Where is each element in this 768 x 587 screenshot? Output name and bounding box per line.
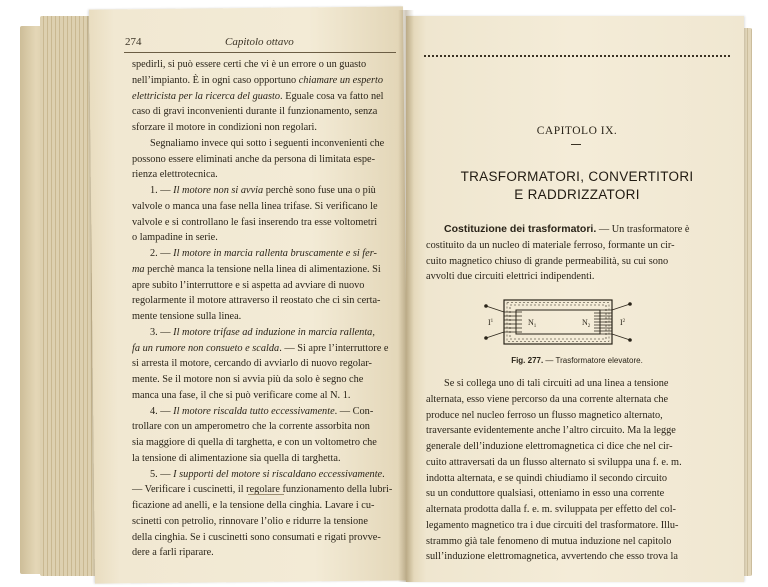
text-line: sia maggiore di quella di targhetta, e con un voltometro che	[132, 437, 377, 448]
text-line: 1. — Il motore non si avvia perchè sono fuse una o più	[150, 185, 376, 196]
text-line: su un conduttore qualsiasi, otteniamo in esso una corrente	[426, 488, 665, 500]
text-line: scinetti con petrolio, rinnovare l’olio e ridurre la tensione	[132, 515, 368, 527]
text-line: trollare con un amperometro che la corrente assorbita non	[132, 421, 370, 433]
figure-caption-text: — Trasformatore elevatore.	[543, 356, 643, 365]
terminal-lead	[612, 334, 630, 340]
text-line: 2. — Il motore in marcia rallenta bruscamente e si fer-	[150, 248, 377, 259]
text-line: Costituzione dei trasformatori. — Un trasformatore è	[444, 223, 690, 235]
text-line: della cinghia. Se i cuscinetti sono consumati e rigati provve-	[132, 531, 381, 543]
text-line: ficazione ad anelli, e la tensione della cinghia. Lavare i cu-	[132, 500, 375, 511]
text-line: ma perchè manca la tensione nella linea di alimentazione. Si	[132, 263, 381, 275]
text-line: 4. — Il motore riscalda tutto eccessivamente. — Con-	[150, 405, 374, 417]
text-line: costituito da un nucleo di materiale ferroso, formante un cir-	[426, 239, 675, 251]
section-end-rule	[248, 494, 284, 495]
primary-winding	[504, 312, 522, 332]
text-line: rienza elettrotecnica.	[132, 169, 218, 181]
text-line: fa un rumore non consueto e scalda. — Si apre l’interruttore e	[132, 342, 389, 354]
terminal-lead	[486, 306, 504, 312]
text-line: caso di gravi inconvenienti durante il funzionamento, senza	[132, 106, 378, 118]
header-rule	[124, 52, 396, 53]
text-line: valvole o manca una fase nella linea trifase. Si verificano le	[132, 200, 378, 212]
text-line: 3. — Il motore trifase ad induzione in marcia rallenta,	[150, 326, 375, 338]
text-line: alternata, esso viene percorso da una corrente alternata che	[426, 393, 669, 405]
text-line: sull’induzione elettromagnetica, avvertendo che esso trova la	[426, 551, 678, 563]
text-line: produce nel nucleo ferroso un flusso magnetico alternato,	[426, 409, 663, 421]
terminal	[484, 336, 488, 340]
text-line: apre subito l’interruttore e si aspetta ad avviare di nuovo	[132, 279, 365, 291]
text-line: indotta alternata, e se quindi chiudiamo il secondo circuito	[426, 472, 668, 484]
text-line: regolarmente il motore attraverso il reostato che ci sin certa-	[132, 295, 381, 307]
chapter-title	[424, 168, 730, 204]
text-line: dere a farli riparare.	[132, 547, 214, 559]
text-line: possono essere eliminati anche da persona di limitata espe-	[132, 153, 376, 165]
running-title: Capitolo ottavo	[225, 36, 294, 48]
text-line: generale dell’induzione elettromagnetica ci dice che nel cir-	[426, 441, 673, 452]
text-line: legamento magnetico tra i due circuiti del trasformatore. Illu-	[426, 519, 679, 531]
chapter-label: CAPITOLO IX.	[536, 125, 618, 137]
text-line: 5. — I supporti del motore si riscaldano eccessivamente.	[150, 468, 385, 480]
text-line: la tensione di alimentazione sia quella di targhetta.	[132, 452, 341, 464]
secondary-winding	[594, 310, 612, 334]
right-body-text	[426, 376, 728, 565]
page-number: 274	[125, 36, 142, 48]
transformer-diagram	[482, 294, 634, 350]
text-line: Segnaliamo invece qui sotto i seguenti inconvenienti che	[150, 137, 385, 149]
text-line: avvolti due circuiti elettrici indipendenti.	[426, 271, 595, 283]
text-line: sforzare il motore in condizioni non regolari.	[132, 122, 317, 133]
terminal-lead	[486, 332, 504, 338]
chapter-dash	[571, 144, 581, 145]
section-heading: Costituzione dei trasformatori.	[444, 223, 597, 235]
left-body-text	[132, 57, 398, 561]
text-line: traversante evidentemente anche l’altro circuito. Ma la legge	[426, 425, 676, 437]
terminal	[628, 302, 632, 306]
section-intro-text	[426, 222, 728, 285]
magnetic-flux-line	[507, 303, 609, 342]
text-line: strammo già tale fenomeno di mutua induzione nel capitolo	[426, 535, 672, 547]
book-gutter	[398, 10, 414, 582]
text-line: mente. Se il motore non si avvia più da solo è segno che	[132, 374, 364, 385]
text-line: elettricista per la ricerca del guasto. Eguale cosa va fatto nel	[132, 90, 384, 102]
text-line: spedirli, si può essere certi che vi è un errore o un guasto	[132, 59, 367, 70]
text-line: nell’impianto. È in ogni caso opportuno chiamare un esperto	[132, 74, 383, 86]
text-line: si arresta il motore, cercando di avviarlo di nuovo regolar-	[132, 358, 372, 370]
decorative-dotted-rule	[424, 55, 730, 57]
text-line: Se si collega uno di tali circuiti ad una linea a tensione	[444, 378, 669, 389]
label-secondary-circuit: $I^2$	[620, 318, 626, 327]
chapter-title-line: TRASFORMATORI, CONVERTITORI	[460, 169, 694, 184]
terminal	[628, 338, 632, 342]
text-line: — Verificare i cuscinetti, il regolare funzionamento della lubri-	[132, 484, 393, 496]
chapter-title-line: E RADDRIZZATORI	[514, 187, 640, 202]
text-line: valvole e si controllano le fasi inserendo tra esse voltometri	[132, 216, 378, 228]
label-secondary-coil: $N_2$	[582, 318, 591, 329]
label-primary-coil: $N_1$	[528, 318, 537, 329]
text-line: cuito attraversati da un flusso alternato si sviluppa una f. e. m.	[426, 456, 682, 468]
terminal	[484, 304, 488, 308]
text-line: mente tensione sulla linea.	[132, 311, 242, 322]
label-primary-circuit: $I^1$	[488, 318, 494, 327]
text-line: cuito magnetico chiuso di grande permeabilità, su cui sono	[426, 255, 669, 267]
text-line: manca una fase, il che si può verificare come al N. 1.	[132, 389, 351, 401]
figure-number: Fig. 277.	[511, 356, 544, 365]
figure-caption	[424, 356, 730, 365]
text-line: o lampadine in serie.	[132, 232, 218, 244]
terminal-lead	[612, 304, 630, 310]
text-line: alternata prodotta dalla f. e. m. sviluppata per effetto del col-	[426, 504, 676, 515]
